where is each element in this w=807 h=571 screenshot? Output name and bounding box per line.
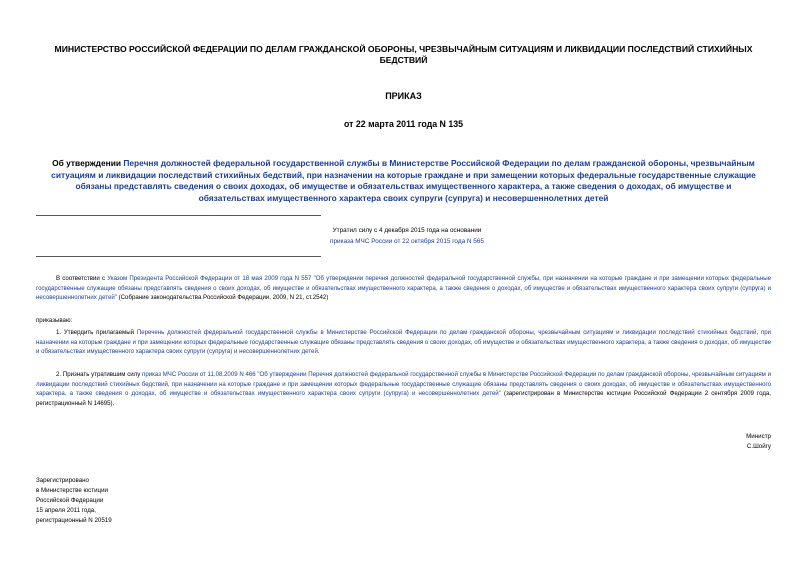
signature-name: С.Шойгу bbox=[746, 442, 771, 450]
item-1-suffix: . bbox=[317, 348, 320, 356]
divider-bottom bbox=[36, 256, 321, 257]
preamble-prefix: В соответствии с bbox=[56, 275, 108, 282]
item-2-paragraph bbox=[36, 370, 771, 408]
item-1-paragraph bbox=[36, 328, 771, 357]
signature-block bbox=[746, 432, 771, 452]
item-1-prefix: 1. Утвердить прилагаемый bbox=[56, 329, 137, 336]
preamble-suffix: (Собрание законодательства Российской Федерации, 2009, N 21, ст.2542) bbox=[116, 294, 329, 302]
ministry-heading: МИНИСТЕРСТВО РОССИЙСКОЙ ФЕДЕРАЦИИ ПО ДЕЛАМ ГРАЖДАНСКОЙ ОБОРОНЫ, ЧРЕЗВЫЧАЙНЫМ СИТУАЦИЯМ И ЛИКВИДАЦИИ ПОСЛЕДСТВИЙ СТИХИЙНЫХ БЕДСТВИЙ bbox=[54, 44, 753, 65]
registration-line: в Министерстве юстиции bbox=[36, 487, 109, 494]
subject-prefix: Об утверждении bbox=[52, 158, 124, 168]
item-2-suffix: (зарегистрирован в Министерстве юстиции Российской Федерации 2 сентября 2009 года, регистрационный N 14695). bbox=[36, 390, 771, 407]
lost-force-note bbox=[300, 225, 514, 247]
document-date-number: от 22 марта 2011 года N 135 bbox=[343, 119, 464, 129]
divider-top bbox=[36, 215, 321, 216]
signature-title: Министр bbox=[746, 433, 771, 440]
item-2-link[interactable]: приказ МЧС России от 11.08.2009 N 466 "Об утверждении Перечня должностей федеральной государственной службы в Министерстве Российской Федерации по делам гражданской обороны, чрезвычайным ситуациям и ликвидации последствий стихийных бедствий, при назначении на которые граждане и при замещении которых федеральные государственные служащие обязаны представлять сведения о своих доходах, об имуществе и обязательствах имущественного характера, а также сведения о доходах, об имуществе и обязательствах имущественного характера своих супруги (супруга) и несовершеннолетних детей" bbox=[36, 371, 771, 398]
subject-link[interactable]: Перечня должностей федеральной государственной службы в Министерстве Российской Федерации по делам гражданской обороны, чрезвычайным ситуациям и ликвидации последствий стихийных бедствий, при назначении на которые граждане и при замещении которых федеральные государственные служащие обязаны представлять сведения о своих доходах, об имуществе и обязательствах имущественного характера, а также сведения о доходах, об имуществе и обязательствах имущественного характера своих супруги (супруга) и несовершеннолетних детей bbox=[51, 158, 756, 203]
registration-line: Зарегистрировано bbox=[36, 477, 89, 484]
document-type: ПРИКАЗ bbox=[385, 91, 422, 101]
item-1-link[interactable]: Перечень должностей федеральной государственной службы в Министерстве Российской Федерации по делам гражданской обороны, чрезвычайным ситуациям и ликвидации последствий стихийных бедствий, при назначении на которые граждане и при замещении которых федеральные государственные служащие обязаны представлять сведения о своих доходах, об имуществе и обязательствах имущественного характера, а также сведения о доходах, об имуществе и обязательствах имущественного характера своих супруги (супруга) и несовершеннолетних детей bbox=[36, 329, 771, 356]
registration-line: 15 апреля 2011 года, bbox=[36, 507, 96, 514]
preamble-link[interactable]: Указом Президента Российской Федерации от 18 мая 2009 года N 557 "Об утверждении перечня должностей федеральной государственной службы, при назначении на которые граждане и при замещении которых федеральные государственные служащие обязаны представлять сведения о своих доходах, об имуществе и обязательствах имущественного характера, а также сведения о доходах, об имуществе и обязательствах имущественного характера своих супруги (супруга) и несовершеннолетних детей" bbox=[36, 275, 772, 302]
order-word: приказываю: bbox=[36, 317, 73, 324]
lost-force-text: Утратил силу с 4 декабря 2015 года на основании bbox=[332, 227, 482, 234]
item-2-prefix: 2. Признать утратившим силу bbox=[56, 371, 143, 378]
document-subject bbox=[44, 158, 763, 204]
lost-force-link[interactable]: приказа МЧС России от 22 октября 2015 года N 565 bbox=[330, 238, 484, 245]
preamble-paragraph bbox=[36, 274, 771, 303]
registration-line: регистрационный N 20519 bbox=[36, 517, 112, 524]
registration-block bbox=[36, 476, 112, 526]
registration-line: Российской Федерации bbox=[36, 497, 104, 504]
